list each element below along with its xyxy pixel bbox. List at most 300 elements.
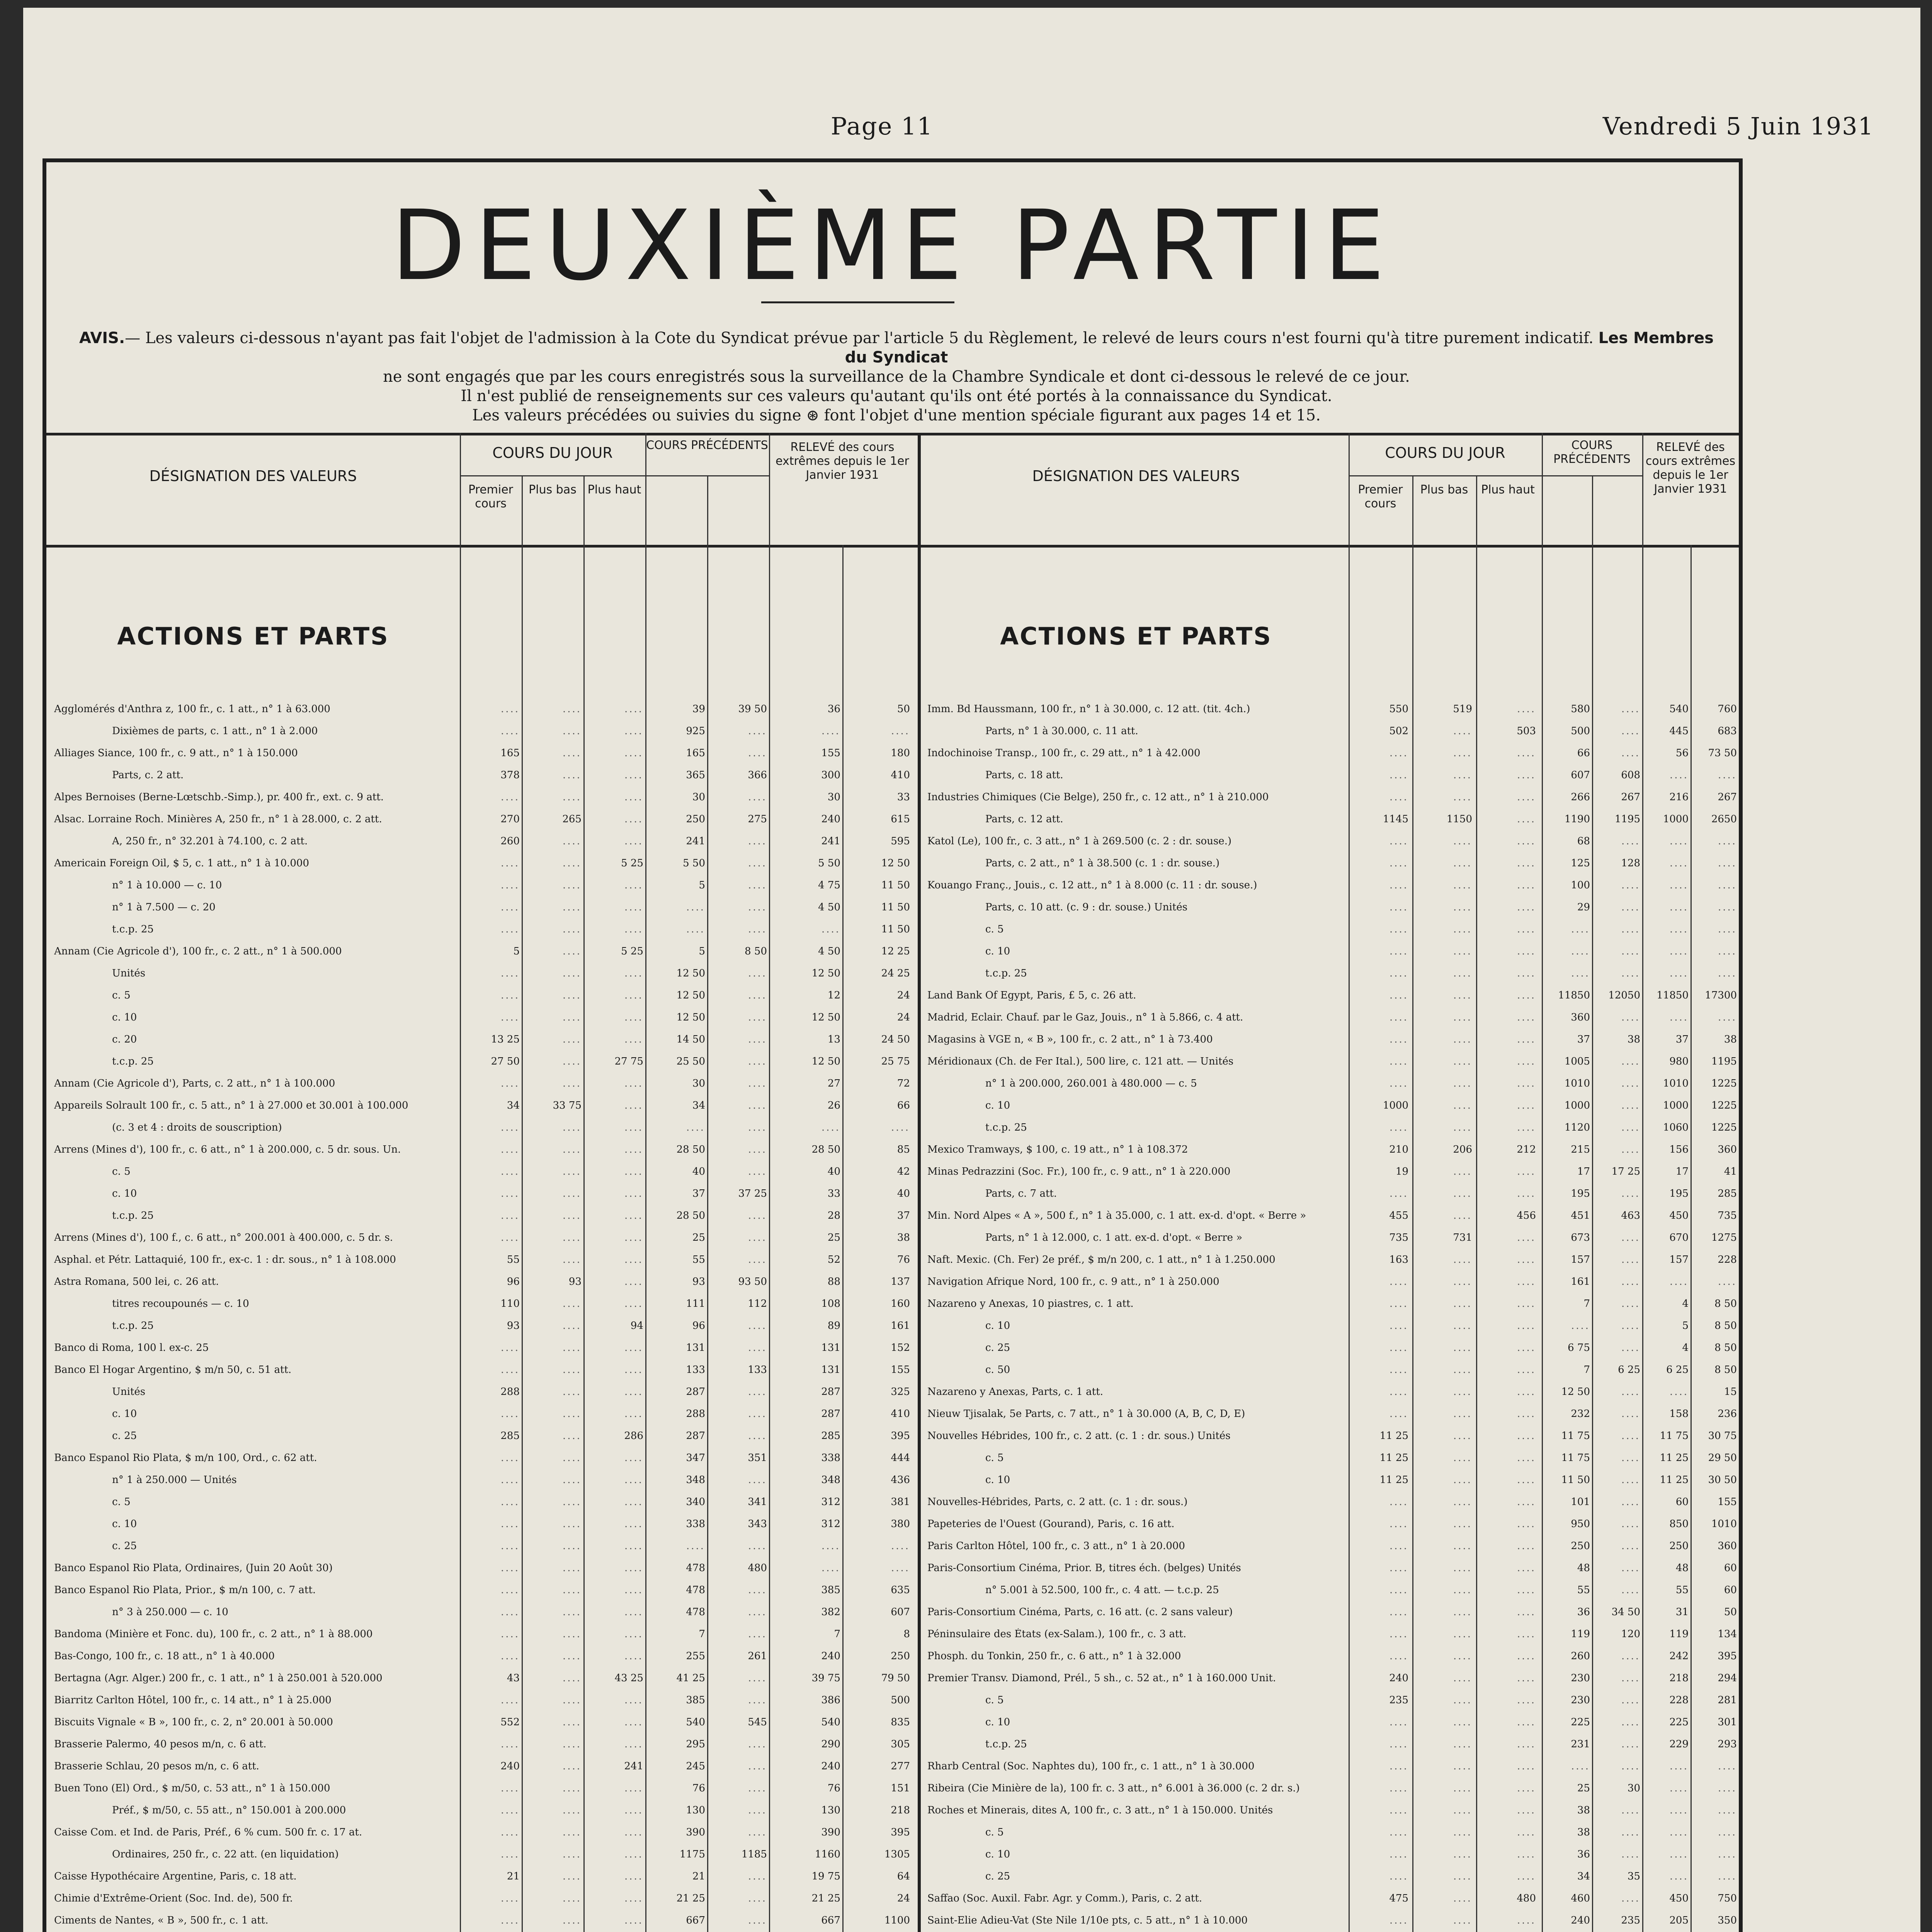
security-name: Banco El Hogar Argentino, $ m/n 50, c. 51 att.	[54, 1364, 292, 1376]
price-r2: 293	[1718, 1738, 1737, 1750]
price-bas: ....	[1453, 1650, 1472, 1662]
price-haut: ....	[1517, 1628, 1536, 1640]
price-bas: ....	[1453, 1320, 1472, 1332]
price-r2: 325	[891, 1386, 910, 1398]
table-row	[54, 1518, 914, 1530]
price-r2: 38	[897, 1232, 910, 1243]
price-p1: 130	[686, 1804, 705, 1816]
price-p2: 261	[748, 1650, 767, 1662]
left-releve-header: RELEVÉ des cours extrêmes depuis le 1er Janvier 1931	[776, 440, 909, 482]
price-r2: ....	[1718, 901, 1737, 913]
price-p2: ....	[748, 1782, 767, 1794]
table-row	[927, 1188, 1739, 1199]
price-bas: ....	[1453, 1298, 1472, 1310]
price-p2: ....	[1621, 1078, 1640, 1089]
price-prem: ....	[500, 1364, 520, 1376]
price-prem: ....	[500, 1474, 520, 1486]
price-bas: ....	[562, 1827, 582, 1838]
price-p1: 255	[686, 1650, 705, 1662]
security-name: Indochinoise Transp., 100 fr., c. 29 att., n° 1 à 42.000	[927, 747, 1201, 759]
price-prem: ....	[1389, 1738, 1408, 1750]
table-row	[927, 1694, 1739, 1706]
price-r2: 607	[891, 1606, 910, 1618]
price-bas: ....	[1453, 968, 1472, 979]
price-bas: ....	[1453, 747, 1472, 759]
price-p1: 365	[686, 769, 705, 781]
price-r1: 386	[821, 1694, 840, 1706]
price-bas: ....	[562, 725, 582, 737]
price-p1: 37	[1577, 1034, 1590, 1045]
price-bas: ....	[562, 1078, 582, 1089]
price-bas: ....	[562, 1386, 582, 1398]
security-name: Premier Transv. Diamond, Prél., 5 sh., c. 52 at., n° 1 à 160.000 Unit.	[927, 1672, 1276, 1684]
price-p2: ....	[748, 1827, 767, 1838]
price-r2: 750	[1718, 1893, 1737, 1904]
price-p1: 1175	[679, 1849, 705, 1860]
price-bas: ....	[1453, 1562, 1472, 1574]
right-subheader-rule	[1349, 475, 1542, 476]
table-row	[927, 1606, 1739, 1618]
price-bas: 1150	[1446, 813, 1472, 825]
security-name: c. 25	[112, 1540, 137, 1552]
price-p2: ....	[1621, 1694, 1640, 1706]
price-r2: 410	[891, 1408, 910, 1420]
price-p2: ....	[1621, 1408, 1640, 1420]
price-prem: ....	[500, 1738, 520, 1750]
price-haut: ....	[624, 1562, 643, 1574]
price-r2: ....	[891, 725, 910, 737]
security-name: Parts, c. 2 att., n° 1 à 38.500 (c. 1 : dr. souse.)	[985, 857, 1220, 869]
table-row	[927, 1144, 1739, 1155]
security-name: Arrens (Mines d'), 100 f., c. 6 att., n° 200.001 à 400.000, c. 5 dr. s.	[54, 1232, 393, 1243]
table-row	[54, 901, 914, 913]
price-r2: 50	[897, 703, 910, 715]
price-bas: ....	[562, 1166, 582, 1177]
price-haut: ....	[1517, 1232, 1536, 1243]
security-name: Brasserie Schlau, 20 pesos m/n, c. 6 att.	[54, 1760, 259, 1772]
security-name: Parts, n° 1 à 12.000, c. 1 att. ex-d. d'opt. « Berre »	[985, 1232, 1243, 1243]
price-haut: ....	[624, 835, 643, 847]
security-name: Nieuw Tjisalak, 5e Parts, c. 7 att., n° 1 à 30.000 (A, B, C, D, E)	[927, 1408, 1245, 1420]
price-bas: ....	[1453, 835, 1472, 847]
price-r2: 360	[1718, 1144, 1737, 1155]
price-haut: ....	[1517, 1100, 1536, 1111]
price-r2: 8	[903, 1628, 910, 1640]
table-row	[54, 1738, 914, 1750]
price-r1: 28	[827, 1210, 840, 1221]
price-prem: ....	[500, 1012, 520, 1023]
table-row	[927, 1672, 1739, 1684]
table-row	[54, 1056, 914, 1067]
price-haut: ....	[1517, 1034, 1536, 1045]
table-row	[54, 946, 914, 957]
table-row	[54, 923, 914, 935]
price-bas: ....	[562, 1915, 582, 1926]
table-row	[927, 1364, 1739, 1376]
price-haut: ....	[1517, 1650, 1536, 1662]
price-bas: ....	[1453, 1122, 1472, 1133]
price-r1: 540	[821, 1716, 840, 1728]
price-p2: 267	[1621, 791, 1640, 803]
price-bas: ....	[1453, 1386, 1472, 1398]
price-p2: 39 50	[738, 703, 767, 715]
price-p1: 28 50	[676, 1144, 705, 1155]
price-haut: 241	[624, 1760, 643, 1772]
price-p2: ....	[748, 923, 767, 935]
price-p1: 133	[686, 1364, 705, 1376]
security-name: c. 10	[985, 1474, 1010, 1486]
price-r2: 500	[891, 1694, 910, 1706]
price-r1: ....	[1669, 923, 1689, 935]
price-haut: ....	[624, 1364, 643, 1376]
price-haut: ....	[1517, 1694, 1536, 1706]
table-row	[927, 923, 1739, 935]
notice-line-4: Les valeurs précédées ou suivies du signe ⊛ font l'objet d'une mention spéciale figurant aux pages 14 et 15.	[472, 406, 1321, 424]
security-name: Péninsulaire des États (ex-Salam.), 100 fr., c. 3 att.	[927, 1628, 1187, 1640]
price-prem: ....	[1389, 1496, 1408, 1508]
price-prem: ....	[1389, 1827, 1408, 1838]
price-haut: ....	[1517, 1056, 1536, 1067]
price-r1: 56	[1675, 747, 1689, 759]
price-haut: ....	[624, 1628, 643, 1640]
price-r1: 4 50	[818, 901, 840, 913]
security-name: Min. Nord Alpes « A », 500 f., n° 1 à 35.000, c. 1 att. ex-d. d'opt. « Berre »	[927, 1210, 1306, 1221]
price-p1: 161	[1571, 1276, 1590, 1287]
price-r1: 11 75	[1660, 1430, 1689, 1442]
price-r2: 160	[891, 1298, 910, 1310]
price-r2: 1225	[1711, 1122, 1737, 1133]
center-divider	[918, 433, 921, 1932]
price-p1: 12 50	[676, 990, 705, 1001]
price-p2: ....	[748, 1738, 767, 1750]
price-haut: ....	[1517, 1166, 1536, 1177]
security-name: Dixièmes de parts, c. 1 att., n° 1 à 2.000	[112, 725, 318, 737]
price-r2: 25 75	[881, 1056, 910, 1067]
table-row	[927, 1584, 1739, 1596]
price-haut: ....	[624, 1782, 643, 1794]
price-haut: ....	[1517, 1012, 1536, 1023]
price-r1: ....	[1669, 1760, 1689, 1772]
price-r2: ....	[1718, 769, 1737, 781]
price-p2: ....	[1621, 901, 1640, 913]
price-bas: ....	[562, 1694, 582, 1706]
price-r1: 13	[827, 1034, 840, 1045]
security-name: Roches et Minerais, dites A, 100 fr., c. 3 att., n° 1 à 150.000. Unités	[927, 1804, 1273, 1816]
price-prem: 163	[1389, 1254, 1408, 1265]
price-r2: 835	[891, 1716, 910, 1728]
price-haut: ....	[1517, 703, 1536, 715]
price-r1: 131	[821, 1342, 840, 1354]
table-row	[927, 990, 1739, 1001]
price-haut: ....	[624, 1540, 643, 1552]
price-p2: ....	[1621, 1540, 1640, 1552]
price-haut: ....	[1517, 1364, 1536, 1376]
price-bas: ....	[1453, 1782, 1472, 1794]
price-prem: ....	[1389, 791, 1408, 803]
price-prem: ....	[1389, 1298, 1408, 1310]
price-p2: ....	[1621, 1760, 1640, 1772]
table-row	[927, 1342, 1739, 1354]
price-haut: ....	[624, 879, 643, 891]
price-prem: 1000	[1383, 1100, 1408, 1111]
price-p2: ....	[1621, 725, 1640, 737]
table-row	[927, 769, 1739, 781]
price-p2: ....	[1621, 1056, 1640, 1067]
price-bas: ....	[562, 1871, 582, 1882]
price-bas: ....	[562, 1782, 582, 1794]
security-name: Banco Espanol Rio Plata, $ m/n 100, Ord., c. 62 att.	[54, 1452, 317, 1464]
price-prem: ....	[500, 1827, 520, 1838]
price-haut: ....	[1517, 968, 1536, 979]
table-row	[927, 1078, 1739, 1089]
price-r2: ....	[1718, 1012, 1737, 1023]
price-bas: ....	[1453, 1254, 1472, 1265]
right-cours-precedents-header: COURS PRÉCÉDENTS	[1553, 439, 1631, 466]
security-name: Americain Foreign Oil, $ 5, c. 1 att., n° 1 à 10.000	[54, 857, 310, 869]
price-bas: ....	[562, 1474, 582, 1486]
price-r2: ....	[891, 1122, 910, 1133]
price-bas: ....	[562, 835, 582, 847]
price-haut: ....	[1517, 1320, 1536, 1332]
price-p2: ....	[1621, 1562, 1640, 1574]
price-r1: 312	[821, 1496, 840, 1508]
price-r2: 76	[897, 1254, 910, 1265]
price-prem: ....	[500, 1650, 520, 1662]
price-r1: 11850	[1656, 990, 1689, 1001]
table-row	[927, 1849, 1739, 1860]
price-haut: ....	[624, 901, 643, 913]
price-p1: ....	[1571, 1320, 1590, 1332]
price-r1: 156	[1669, 1144, 1689, 1155]
price-r2: 33	[897, 791, 910, 803]
security-name: Alpes Bernoises (Berne-Lœtschb.-Simp.), pr. 400 fr., ext. c. 9 att.	[54, 791, 384, 803]
price-r1: 287	[821, 1386, 840, 1398]
price-r1: 1000	[1663, 1100, 1689, 1111]
price-p2: 235	[1621, 1915, 1640, 1926]
price-bas: ....	[1453, 1849, 1472, 1860]
price-prem: ....	[500, 1804, 520, 1816]
price-haut: ....	[1517, 990, 1536, 1001]
price-r2: 180	[891, 747, 910, 759]
table-row	[927, 747, 1739, 759]
price-haut: ....	[624, 1650, 643, 1662]
price-p2: ....	[748, 1056, 767, 1067]
price-r1: 540	[1669, 703, 1689, 715]
price-r1: 11 25	[1660, 1474, 1689, 1486]
price-r1: ....	[1669, 1012, 1689, 1023]
price-p2: ....	[748, 1474, 767, 1486]
security-name: Buen Tono (El) Ord., $ m/50, c. 53 att., n° 1 à 150.000	[54, 1782, 330, 1794]
price-haut: ....	[624, 923, 643, 935]
price-p1: 165	[686, 747, 705, 759]
table-row	[54, 1628, 914, 1640]
table-row	[54, 769, 914, 781]
security-name: Nouvelles-Hébrides, Parts, c. 2 att. (c. 1 : dr. sous.)	[927, 1496, 1188, 1508]
price-haut: 286	[624, 1430, 643, 1442]
price-bas: ....	[1453, 1518, 1472, 1530]
price-p2: ....	[1621, 1804, 1640, 1816]
price-haut: 5 25	[621, 946, 643, 957]
price-bas: ....	[562, 1518, 582, 1530]
price-p2: 343	[748, 1518, 767, 1530]
price-prem: ....	[500, 1078, 520, 1089]
price-prem: 378	[500, 769, 520, 781]
price-r2: ....	[891, 1540, 910, 1552]
price-p2: ....	[748, 857, 767, 869]
price-prem: 550	[1389, 703, 1408, 715]
price-r2: 8 50	[1714, 1342, 1737, 1354]
table-row	[54, 1694, 914, 1706]
price-haut: ....	[1517, 1760, 1536, 1772]
price-bas: ....	[1453, 1012, 1472, 1023]
table-row	[927, 1760, 1739, 1772]
price-bas: 33 75	[553, 1100, 582, 1111]
price-r1: 242	[1669, 1650, 1689, 1662]
price-p2: ....	[1621, 923, 1640, 935]
price-haut: ....	[624, 1606, 643, 1618]
price-haut: ....	[624, 1738, 643, 1750]
table-row	[54, 1672, 914, 1684]
price-r2: ....	[1718, 835, 1737, 847]
price-prem: ....	[1389, 1760, 1408, 1772]
price-haut: ....	[1517, 1540, 1536, 1552]
price-r1: 450	[1669, 1210, 1689, 1221]
price-bas: ....	[1453, 857, 1472, 869]
price-p1: ....	[686, 1540, 705, 1552]
price-prem: 455	[1389, 1210, 1408, 1221]
security-name: Alliages Siance, 100 fr., c. 9 att., n° 1 à 150.000	[54, 747, 298, 759]
price-r1: 445	[1669, 725, 1689, 737]
price-r1: 31	[1675, 1606, 1689, 1618]
price-prem: ....	[500, 1606, 520, 1618]
price-p2: 93 50	[738, 1276, 767, 1287]
price-p2: 463	[1621, 1210, 1640, 1221]
price-r2: 137	[891, 1276, 910, 1287]
price-p1: 11 50	[1561, 1474, 1590, 1486]
security-name: c. 10	[985, 1320, 1010, 1332]
price-p1: 7	[699, 1628, 705, 1640]
price-haut: ....	[624, 769, 643, 781]
price-p1: 390	[686, 1827, 705, 1838]
price-p1: 500	[1571, 725, 1590, 737]
price-bas: ....	[1453, 1034, 1472, 1045]
price-haut: ....	[1517, 1738, 1536, 1750]
table-row	[54, 1893, 914, 1904]
price-r1: 1000	[1663, 813, 1689, 825]
price-haut: ....	[624, 1452, 643, 1464]
price-r1: ....	[1669, 769, 1689, 781]
price-prem: ....	[1389, 968, 1408, 979]
price-p1: 460	[1571, 1893, 1590, 1904]
price-prem: ....	[1389, 1034, 1408, 1045]
price-prem: ....	[1389, 923, 1408, 935]
price-prem: ....	[500, 879, 520, 891]
price-haut: ....	[624, 1871, 643, 1882]
table-row	[927, 1034, 1739, 1045]
price-p2: ....	[748, 901, 767, 913]
price-haut: ....	[624, 813, 643, 825]
price-r2: 285	[1718, 1188, 1737, 1199]
price-prem: 110	[500, 1298, 520, 1310]
price-r2: 64	[897, 1871, 910, 1882]
price-r1: 1160	[815, 1849, 840, 1860]
table-row	[54, 1915, 914, 1926]
price-p1: 230	[1571, 1694, 1590, 1706]
table-row	[54, 968, 914, 979]
table-row	[54, 1760, 914, 1772]
price-p1: 250	[1571, 1540, 1590, 1552]
table-row	[54, 1100, 914, 1111]
price-prem: ....	[500, 1342, 520, 1354]
table-row	[54, 1782, 914, 1794]
price-prem: 11 25	[1379, 1474, 1408, 1486]
price-p2: ....	[748, 835, 767, 847]
security-name: Caisse Hypothécaire Argentine, Paris, c. 18 att.	[54, 1871, 297, 1882]
price-r1: 980	[1669, 1056, 1689, 1067]
price-bas: ....	[1453, 1078, 1472, 1089]
price-prem: 260	[500, 835, 520, 847]
price-p1: ....	[1571, 968, 1590, 979]
table-row	[54, 1540, 914, 1552]
price-r2: 305	[891, 1738, 910, 1750]
price-bas: ....	[562, 1628, 582, 1640]
security-name: n° 1 à 250.000 — Unités	[112, 1474, 237, 1486]
price-bas: ....	[1453, 1276, 1472, 1287]
price-p1: 66	[1577, 747, 1590, 759]
price-r1: 131	[821, 1364, 840, 1376]
price-p1: 225	[1571, 1716, 1590, 1728]
security-name: Ordinaires, 250 fr., c. 22 att. (en liquidation)	[112, 1849, 339, 1860]
price-p1: 55	[1577, 1584, 1590, 1596]
price-r1: 225	[1669, 1716, 1689, 1728]
price-r2: 595	[891, 835, 910, 847]
price-haut: ....	[624, 1408, 643, 1420]
price-prem: ....	[500, 923, 520, 935]
security-name: Bas-Congo, 100 fr., c. 18 att., n° 1 à 40.000	[54, 1650, 275, 1662]
security-name: Paris Carlton Hôtel, 100 fr., c. 3 att., n° 1 à 20.000	[927, 1540, 1185, 1552]
left-quotation-list	[54, 703, 914, 1932]
security-name: Saffao (Soc. Auxil. Fabr. Agr. y Comm.), Paris, c. 2 att.	[927, 1893, 1202, 1904]
price-bas: ....	[1453, 1100, 1472, 1111]
security-name: Unités	[112, 1386, 146, 1398]
right-section-title: ACTIONS ET PARTS	[1000, 622, 1272, 650]
price-r1: 130	[821, 1804, 840, 1816]
price-prem: ....	[1389, 1650, 1408, 1662]
price-p1: 231	[1571, 1738, 1590, 1750]
price-p2: ....	[1621, 1232, 1640, 1243]
price-prem: ....	[1389, 1364, 1408, 1376]
price-r2: 2650	[1711, 813, 1737, 825]
price-prem: ....	[500, 1694, 520, 1706]
price-r1: 4 75	[818, 879, 840, 891]
security-name: c. 20	[112, 1034, 137, 1045]
price-r2: 15	[1724, 1386, 1737, 1398]
security-name: c. 10	[112, 1518, 137, 1530]
price-r2: 24	[897, 1893, 910, 1904]
price-r1: 241	[821, 835, 840, 847]
security-name: Préf., $ m/50, c. 55 att., n° 150.001 à 200.000	[112, 1804, 346, 1816]
price-prem: ....	[1389, 990, 1408, 1001]
price-r1: ....	[1669, 1276, 1689, 1287]
price-r1: ....	[821, 1122, 840, 1133]
price-bas: ....	[1453, 1364, 1472, 1376]
left-cours-du-jour-header: COURS DU JOUR	[492, 444, 613, 461]
price-r1: 12 50	[811, 968, 840, 979]
price-haut: ....	[624, 968, 643, 979]
price-p2: ....	[748, 990, 767, 1001]
price-haut: ....	[1517, 1584, 1536, 1596]
price-r1: 240	[821, 813, 840, 825]
